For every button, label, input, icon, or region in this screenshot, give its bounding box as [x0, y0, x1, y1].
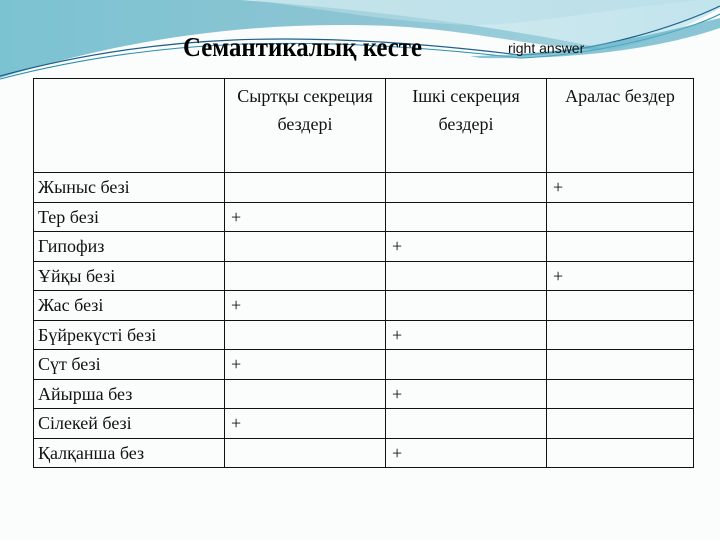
exocrine-cell: [225, 438, 386, 468]
page-title: Семантикалық кесте: [183, 32, 422, 62]
endocrine-cell: [386, 173, 547, 203]
gland-name: Тер безі: [34, 202, 225, 232]
column-header-gland: [34, 79, 225, 173]
endocrine-cell: [386, 291, 547, 321]
exocrine-cell: +: [225, 291, 386, 321]
table-row: [34, 202, 694, 232]
table-row: [34, 350, 694, 380]
table-row: [34, 232, 694, 262]
gland-name: Жыныс безі: [34, 173, 225, 203]
mixed-cell: [547, 379, 694, 409]
gland-name: Сілекей безі: [34, 409, 225, 439]
mixed-cell: [547, 409, 694, 439]
table-row: [34, 261, 694, 291]
mixed-cell: [547, 438, 694, 468]
table-header-row: [34, 79, 694, 173]
mixed-cell: [547, 291, 694, 321]
exocrine-cell: +: [225, 409, 386, 439]
endocrine-cell: +: [386, 320, 547, 350]
endocrine-cell: [386, 350, 547, 380]
table-row: [34, 291, 694, 321]
endocrine-cell: +: [386, 438, 547, 468]
exocrine-cell: [225, 379, 386, 409]
column-header-endocrine: Ішкі секреция бездері: [386, 79, 547, 173]
mixed-cell: +: [547, 173, 694, 203]
exocrine-cell: +: [225, 202, 386, 232]
gland-name: Гипофиз: [34, 232, 225, 262]
exocrine-cell: [225, 232, 386, 262]
exocrine-cell: [225, 173, 386, 203]
column-header-exocrine: Сыртқы секреция бездері: [225, 79, 386, 173]
gland-name: Бүйрекүсті безі: [34, 320, 225, 350]
mixed-cell: [547, 232, 694, 262]
semantic-table: [33, 78, 694, 468]
slide-header: [0, 28, 720, 68]
gland-name: Сүт безі: [34, 350, 225, 380]
gland-name: Жас безі: [34, 291, 225, 321]
endocrine-cell: [386, 202, 547, 232]
table-row: [34, 320, 694, 350]
exocrine-cell: [225, 320, 386, 350]
table-row: [34, 379, 694, 409]
mixed-cell: [547, 350, 694, 380]
answer-label: right answer: [508, 40, 585, 56]
endocrine-cell: [386, 409, 547, 439]
table-row: [34, 173, 694, 203]
table-row: [34, 438, 694, 468]
gland-name: Қалқанша без: [34, 438, 225, 468]
mixed-cell: +: [547, 261, 694, 291]
endocrine-cell: [386, 261, 547, 291]
column-header-mixed: Аралас бездер: [547, 79, 694, 173]
gland-name: Айырша без: [34, 379, 225, 409]
table-row: [34, 409, 694, 439]
endocrine-cell: +: [386, 232, 547, 262]
endocrine-cell: +: [386, 379, 547, 409]
gland-name: Ұйқы безі: [34, 261, 225, 291]
mixed-cell: [547, 320, 694, 350]
exocrine-cell: +: [225, 350, 386, 380]
exocrine-cell: [225, 261, 386, 291]
mixed-cell: [547, 202, 694, 232]
